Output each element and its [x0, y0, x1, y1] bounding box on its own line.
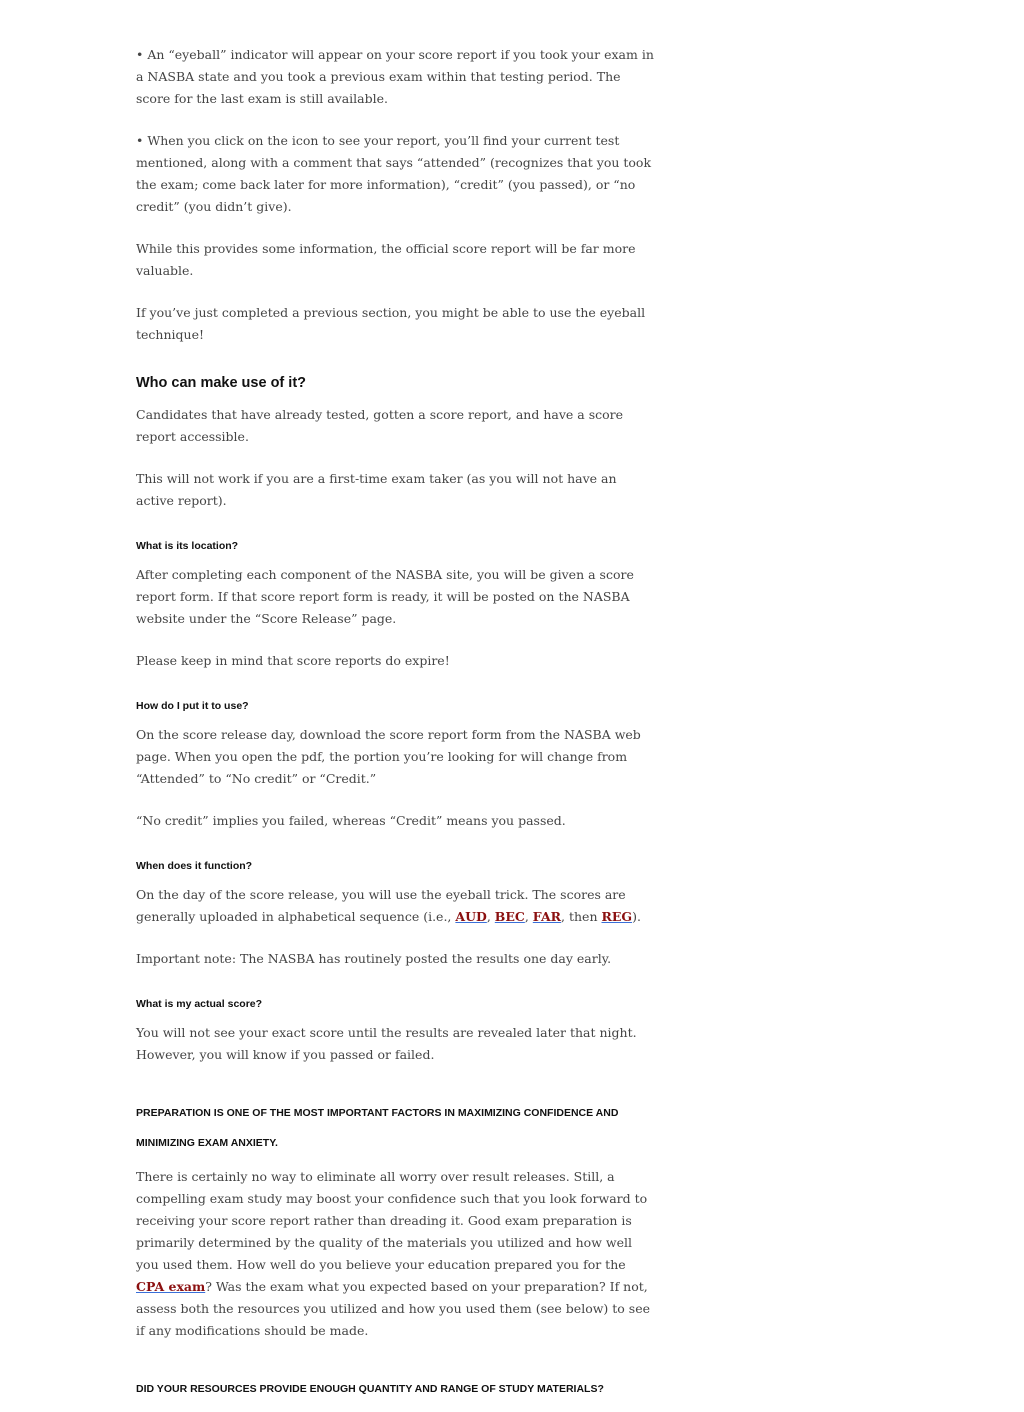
function-paragraph-2: Important note: The NASBA has routinely posted the results one day early. [136, 951, 612, 966]
link-bec[interactable]: BEC [494, 909, 525, 924]
use-paragraph-2: “No credit” implies you failed, whereas “Credit” means you passed. [136, 813, 566, 828]
preparation-text-after: ? Was the exam what you expected based on your preparation? If not, assess both the resources you utilized and how you used them (see below) to see if any modifications should be made. [136, 1279, 651, 1338]
preparation-paragraph [136, 1166, 656, 1342]
use-heading: How do I put it to use? [136, 700, 249, 712]
bullet-eyeball-indicator: • An “eyeball” indicator will appear on your score report if you took your exam in a NASBA state and you took a previous exam within that testing period. The score for the last exam is still available. [136, 47, 654, 106]
function-text-after: ). [632, 909, 641, 924]
use-paragraph-1: On the score release day, download the score report form from the NASBA web page. When you open the pdf, the portion you’re looking for will change from “Attended” to “No credit” or “Credit.” [136, 727, 641, 786]
function-paragraph-1 [136, 884, 656, 928]
location-paragraph-1: After completing each component of the NASBA site, you will be given a score report form. If that score report form is ready, it will be posted on the NASBA website under the “Score Release” page. [136, 567, 634, 626]
function-heading: When does it function? [136, 860, 253, 872]
who-heading: Who can make use of it? [136, 375, 306, 391]
article-body [136, 44, 656, 1412]
function-text-before: On the day of the score release, you will use the eyeball trick. The scores are generally uploaded in alphabetical sequence (i.e., [136, 887, 626, 924]
actual-score-heading: What is my actual score? [136, 998, 263, 1010]
who-paragraph-1: Candidates that have already tested, gotten a score report, and have a score report accessible. [136, 407, 624, 444]
separator: , [486, 909, 495, 924]
link-aud[interactable]: AUD [455, 909, 487, 924]
intro-paragraph-1: While this provides some information, the official score report will be far more valuable. [136, 241, 636, 278]
link-cpa-exam[interactable]: CPA exam [136, 1279, 206, 1294]
separator: , then [561, 909, 602, 924]
link-reg[interactable]: REG [601, 909, 633, 924]
location-heading: What is its location? [136, 540, 239, 552]
who-paragraph-2: This will not work if you are a first-time exam taker (as you will not have an active report). [136, 471, 617, 508]
actual-score-paragraph: You will not see your exact score until the results are revealed later that night. However, you will know if you passed or failed. [136, 1025, 637, 1062]
bullet-icon-report: • When you click on the icon to see your report, you’ll find your current test mentioned, along with a comment that says “attended” (recognizes that you took the exam; come back later for more information), “credit” (you passed), or “no credit” (you didn’t give). [136, 133, 652, 214]
separator: , [524, 909, 533, 924]
resources-heading: DID YOUR RESOURCES PROVIDE ENOUGH QUANTITY AND RANGE OF STUDY MATERIALS? [136, 1383, 604, 1395]
intro-paragraph-2: If you’ve just completed a previous section, you might be able to use the eyeball technique! [136, 305, 646, 342]
preparation-heading: PREPARATION IS ONE OF THE MOST IMPORTANT FACTORS IN MAXIMIZING CONFIDENCE AND MINIMIZING EXAM ANXIETY. [136, 1107, 619, 1149]
preparation-text-before: There is certainly no way to eliminate all worry over result releases. Still, a compelling exam study may boost your confidence such that you look forward to receiving your score report rather than dreading it. Good exam preparation is primarily determined by the quality of the materials you utilized and how well you used them. How well do you believe your education prepared you for the [136, 1169, 648, 1272]
location-paragraph-2: Please keep in mind that score reports do expire! [136, 653, 450, 668]
link-far[interactable]: FAR [532, 909, 562, 924]
